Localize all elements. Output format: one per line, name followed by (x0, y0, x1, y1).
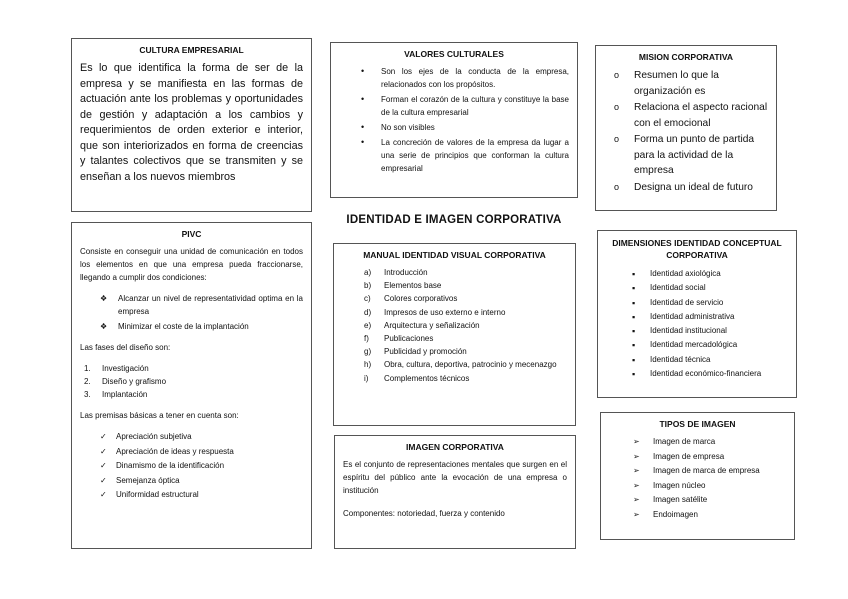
list-item: i) Complementos técnicos (364, 373, 470, 383)
list-item: ➢ Imagen satélite (609, 493, 786, 508)
square-bullet-icon: ▪ (632, 297, 636, 308)
list-item: ▪ Identidad axiológica (606, 267, 788, 281)
list-item: ▪ Identidad económico-financiera (606, 367, 788, 381)
list-item: o Forma un punto de partida para la actividad de la empresa (614, 134, 755, 176)
manual-list (342, 266, 567, 385)
list-item: d) Impresos de uso externo e interno (364, 307, 506, 317)
circle-bullet-icon: o (614, 134, 620, 144)
valores-culturales-box (330, 42, 578, 198)
list-item: a) Introducción (364, 268, 428, 277)
arrow-bullet-icon: ➢ (633, 437, 640, 446)
list-item: ▪ Identidad administrativa (606, 310, 788, 324)
valores-title: VALORES CULTURALES (404, 49, 504, 59)
arrow-bullet-icon: ➢ (633, 466, 640, 475)
list-item: g) Publicidad y promoción (364, 347, 467, 357)
imagen-title: IMAGEN CORPORATIVA (406, 442, 504, 452)
list-item: 2. Diseño y grafismo (84, 377, 167, 386)
list-item: ➢ Endoimagen (609, 508, 786, 523)
list-item: ▪ Identidad social (606, 281, 788, 295)
square-bullet-icon: ▪ (632, 354, 636, 365)
dimensiones-title: DIMENSIONES IDENTIDAD CONCEPTUAL CORPORATIVA (612, 238, 782, 260)
arrow-bullet-icon: ➢ (633, 451, 640, 461)
list-item: 3. Implantación (84, 390, 148, 399)
cultura-body: Es lo que identifica la forma de ser de la empresa y se manifiesta en las formas de actuación ante los problemas y oportunidades de gestión y adaptación a los cambios y requerimientos de orden exterior e interior, que son interiorizados en forma de creencias y talantes colectivos que se transmiten y se enseñan a los nuevos miembros (80, 62, 303, 183)
circle-bullet-icon: o (614, 102, 620, 112)
list-item: ✓ Apreciación subjetiva (80, 430, 303, 445)
bullet-icon: • (361, 66, 365, 76)
tipos-list (609, 435, 786, 522)
square-bullet-icon: ▪ (632, 269, 636, 279)
list-item: • No son visibles (361, 122, 435, 132)
imagen-corporativa-box (334, 435, 576, 549)
pivc-premises-label: Las premisas básicas a tener en cuenta son: (80, 411, 239, 420)
valores-list (339, 65, 569, 175)
list-item: ▪ Identidad mercadológica (606, 338, 788, 352)
tipos-title: TIPOS DE IMAGEN (659, 419, 736, 429)
arrow-bullet-icon: ➢ (633, 509, 640, 519)
list-item: ➢ Imagen núcleo (609, 479, 786, 494)
mision-list (604, 68, 768, 195)
square-bullet-icon: ▪ (632, 340, 636, 351)
list-item: ➢ Imagen de empresa (609, 450, 786, 465)
cultura-title: CULTURA EMPRESARIAL (139, 45, 244, 55)
list-item: ▪ Identidad técnica (606, 353, 788, 367)
square-bullet-icon: ▪ (632, 283, 636, 294)
imagen-components: Componentes: notoriedad, fuerza y contenido (343, 509, 505, 518)
check-icon: ✓ (100, 432, 107, 441)
check-icon: ✓ (100, 490, 107, 499)
mision-title: MISION CORPORATIVA (638, 52, 734, 62)
arrow-bullet-icon: ➢ (633, 480, 640, 490)
list-item: • Forman el corazón de la cultura y constituye la base de la cultura empresarial (361, 94, 569, 117)
list-item: ✓ Apreciación de ideas y respuesta (80, 445, 303, 460)
tipos-imagen-box (600, 412, 795, 540)
list-item: ✓ Uniformidad estructural (80, 488, 303, 503)
check-icon: ✓ (100, 446, 107, 456)
circle-bullet-icon: o (614, 70, 620, 80)
list-item: ▪ Identidad institucional (606, 324, 788, 338)
cultura-empresarial-box (71, 38, 312, 212)
manual-title: MANUAL IDENTIDAD VISUAL CORPORATIVA (363, 250, 546, 260)
dimensiones-box (597, 230, 797, 398)
bullet-icon: • (361, 137, 365, 147)
manual-identidad-box (333, 243, 576, 426)
list-item: ✓ Dinamismo de la identificación (80, 459, 303, 474)
pivc-intro: Consiste en conseguir una unidad de comunicación en todos los elementos en que una empresa pueda fraccionarse, llegando a cumplir dos condiciones: (80, 247, 303, 282)
list-item: f) Publicaciones (364, 334, 434, 344)
diamond-bullet-icon: ❖ (100, 322, 108, 331)
pivc-title: PIVC (181, 229, 202, 239)
circle-bullet-icon: o (614, 181, 620, 192)
square-bullet-icon: ▪ (632, 369, 636, 380)
bullet-icon: • (361, 122, 365, 132)
dimensiones-list (606, 267, 788, 381)
list-item: ➢ Imagen de marca (609, 435, 786, 450)
list-item: • Son los ejes de la conducta de la empresa, relacionados con los propósitos. (361, 66, 569, 89)
list-item: b) Elementos base (364, 281, 442, 291)
square-bullet-icon: ▪ (632, 326, 636, 337)
pivc-phases (80, 362, 303, 401)
pivc-phases-label: Las fases del diseño son: (80, 343, 171, 352)
list-item: o Designa un ideal de futuro (604, 180, 768, 196)
list-item: ❖ Minimizar el coste de la implantación (100, 322, 249, 331)
pivc-conditions (80, 292, 303, 333)
bullet-icon: • (361, 94, 365, 104)
check-icon: ✓ (100, 475, 107, 485)
list-item: ✓ Semejanza óptica (80, 474, 303, 489)
list-item: o Relaciona el aspecto racional con el emocional (614, 102, 768, 129)
list-item: • La concreción de valores de la empresa da lugar a una serie de principios que conforman la cultura empresarial (361, 137, 569, 173)
list-item: e) Arquitectura y señalización (364, 320, 480, 330)
pivc-box (71, 222, 312, 549)
pivc-premises (80, 430, 303, 503)
diamond-bullet-icon: ❖ (100, 294, 108, 303)
arrow-bullet-icon: ➢ (633, 495, 640, 504)
list-item: c) Colores corporativos (364, 294, 458, 304)
list-item: o Resumen lo que la organización es (614, 70, 719, 97)
list-item: ❖ Alcanzar un nivel de representatividad optima en la empresa (100, 294, 303, 316)
list-item: h) Obra, cultura, deportiva, patrocinio y mecenazgo (364, 360, 557, 370)
mision-corporativa-box (595, 45, 777, 211)
check-icon: ✓ (100, 461, 107, 470)
square-bullet-icon: ▪ (632, 311, 636, 322)
page-title: IDENTIDAD E IMAGEN CORPORATIVA (346, 214, 562, 226)
imagen-body: Es el conjunto de representaciones mentales que surgen en el espíritu del público ante la evocación de una empresa o institución (343, 460, 567, 495)
list-item: ▪ Identidad de servicio (606, 296, 788, 310)
list-item: 1. Investigación (84, 364, 149, 373)
list-item: ➢ Imagen de marca de empresa (609, 464, 786, 479)
